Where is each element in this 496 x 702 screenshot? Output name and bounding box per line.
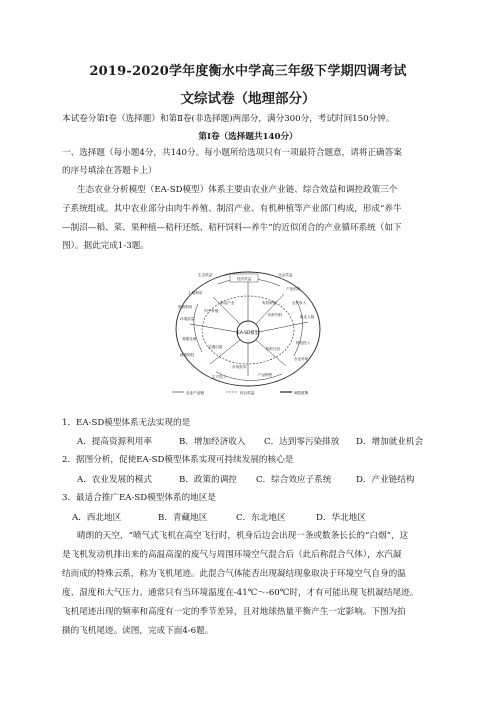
node-label: 生态效益 [198, 273, 213, 277]
passage2-line-2: 是飞机发动机排出来的高温高湿的废气与周围环境空气混合后（此后称混合气体），水汽凝 [62, 550, 402, 560]
question-2-option-c: C．综合效应子系统 [256, 475, 332, 485]
node-label: 就业人数 [300, 315, 315, 319]
question-3-option-a: A．西北地区 [72, 513, 122, 523]
passage1-line-3: —制沼—稻、菜、果种植—秸秆还纸、秸秆饲料—养牛”的近似闭合的产业循环系统（如下 [62, 223, 402, 233]
question-3-option-c: C．东北地区 [236, 513, 286, 523]
passage1-line-1: 生态农业分析模型（EA-SD模型）体系主要由农业产业链、综合效益和调控政策三个 [77, 185, 398, 195]
question-1-option-c: C．达到零污染排放 [264, 437, 340, 447]
node-label: 市场需求 [232, 365, 247, 369]
section-title: 第Ⅰ卷（选择题共140分） [198, 132, 298, 142]
question-1-option-b: B．增加经济收入 [179, 437, 246, 447]
question-3-stem: 3．最适合推广EA-SD模型体系的地区是 [62, 493, 216, 503]
node-label: 沼液沼渣 [208, 345, 223, 349]
center-label: EA-SD模型 [237, 331, 259, 336]
diagram-legend [172, 390, 309, 395]
node-label: 秸秆还田 [266, 347, 281, 351]
passage1-line-4: 图）。据此完成1-3题。 [62, 241, 149, 251]
node-label: 土地利用 [188, 291, 203, 295]
instructions-line-2: 的序号填涂在答题卡上） [62, 166, 157, 176]
question-1-stem: 1．EA-SD模型体系无法实现的是 [62, 418, 191, 428]
passage2-line-3: 结而成的特殊云系，称为飞机尾迹。此混合气体能否出现凝结现象取决于环境空气自身的温 [62, 569, 406, 579]
exam-subtitle: 文综试卷（地理部分） [180, 91, 316, 107]
question-1-option-a: A．提高资源利用率 [77, 437, 152, 447]
node-label: 社会效益 [278, 273, 293, 277]
question-1-option-d: D．增加就业机会 [356, 437, 424, 447]
passage2-line-4: 度、湿度和大气压力。通常只有当环境温度在-41℃～-60℃时，才有可能出现飞机凝结尾迹。 [62, 588, 419, 598]
passage1-line-2: 子系统组成。其中农业部分由肉牛养殖、制沼产业、有机种植等产业部门构成，形成“养牛 [62, 204, 402, 214]
node-label: 政策调控 [180, 353, 195, 357]
node-label: 肉牛养殖 [204, 309, 219, 313]
exam-intro: 本试卷分第Ⅰ卷（选择题）和第Ⅱ卷(非选择题)两部分，满分300分，考试时间150分钟。 [62, 114, 395, 124]
question-3-option-d: D．华北地区 [316, 513, 366, 523]
question-2-option-d: D．产业链结构 [356, 475, 415, 485]
passage2-line-5: 飞机尾迹出现的频率和高度有一定的季节差异，且对地球热量平衡产生一定影响。下图为拍 [62, 607, 406, 617]
ea-sd-model-diagram [168, 264, 332, 412]
passage2-line-6: 摄的飞机尾迹。读图，完成下面4-6题。 [62, 626, 214, 636]
node-label: 制沼产业 [220, 301, 235, 305]
instructions-line-1: 一、选择题（每小题4分，共140分。每小题所给选项只有一项最符合题意，请将正确答案 [62, 148, 402, 158]
node-label: 科技投入 [296, 341, 311, 345]
question-3-option-b: B．青藏地区 [158, 513, 208, 523]
node-label: 资源利用 [178, 305, 193, 309]
node-label: 秸秆饲料 [268, 313, 283, 317]
legend-item: 农业产业链 [186, 391, 204, 395]
node-label: 产品销售 [258, 373, 273, 377]
legend-item: 综合效益 [240, 391, 255, 395]
node-label: 农业补贴 [294, 357, 309, 361]
passage2-line-1: 晴朗的天空，“喷气式飞机在高空飞行时，机身后边会出现一条或数条长长的“白烟”，这 [77, 531, 409, 541]
node-label: 经济效益 [236, 277, 252, 281]
question-2-option-b: B．政策的调控 [179, 475, 237, 485]
node-label: 粪便处理 [182, 337, 197, 341]
question-2-option-a: A．农业发展的模式 [77, 475, 152, 485]
legend-item: 调控政策 [294, 391, 309, 395]
node-label: 农民收入 [292, 301, 307, 305]
node-label: 产业结构 [286, 287, 301, 291]
node-label: 有机种植 [262, 301, 277, 305]
question-2-stem: 2．据图分析，促使EA-SD模型体系实现可持续发展的核心是 [62, 455, 294, 465]
exam-title: 2019-2020学年度衡水中学高三年级下学期四调考试 [89, 64, 407, 79]
node-label: 环境质量 [180, 317, 195, 321]
node-label: 生产投入 [212, 375, 227, 379]
